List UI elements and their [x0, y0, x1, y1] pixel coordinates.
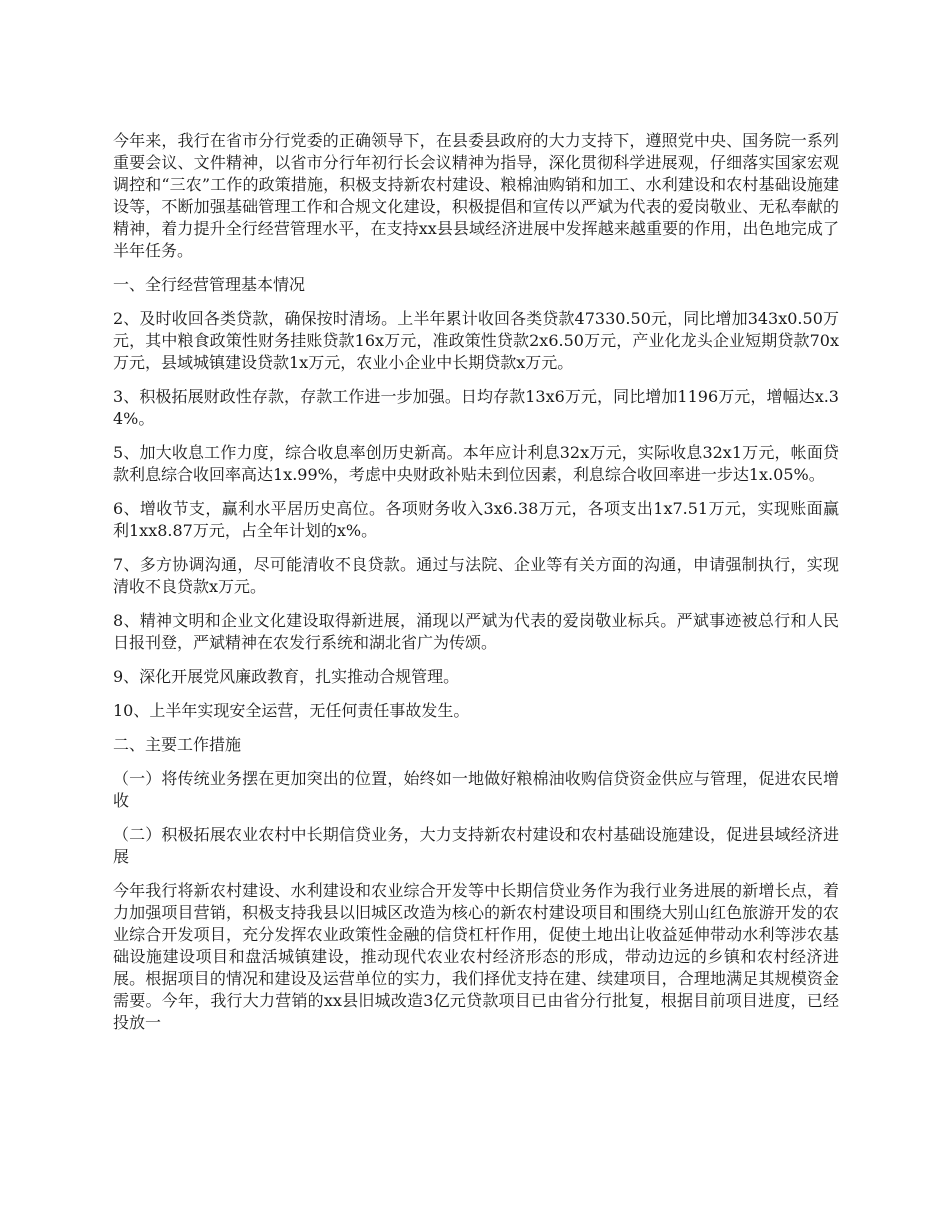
document-body [113, 130, 839, 1046]
item-paragraph-9: 9、深化开展党风廉政教育，扎实推动合规管理。 [113, 667, 460, 686]
item-paragraph-10: 10、上半年实现安全运营，无任何责任事故发生。 [113, 701, 470, 720]
item-paragraph-5: 5、加大收息工作力度，综合收息率创历史新高。本年应计利息32x万元，实际收息32x1万元，帐面贷款利息综合收回率高达1x.99%，考虑中央财政补贴未到位因素，利息综合收回率进一步达1x.05%。 [113, 443, 839, 484]
item-paragraph-7: 7、多方协调沟通，尽可能清收不良贷款。通过与法院、企业等有关方面的沟通，申请强制执行，实现清收不良贷款x万元。 [113, 555, 839, 596]
section-heading-1: 一、全行经营管理基本情况 [113, 275, 306, 294]
item-paragraph-6: 6、增收节支，赢利水平居历史高位。各项财务收入3x6.38万元，各项支出1x7.51万元，实现账面赢利1xx8.87万元，占全年计划的x%。 [113, 499, 839, 540]
body-paragraph-long: 今年我行将新农村建设、水利建设和农业综合开发等中长期信贷业务作为我行业务进展的新增长点，着力加强项目营销，积极支持我县以旧城区改造为核心的新农村建设项目和围绕大别山红色旅游开发的农业综合开发项目，充分发挥农业政策性金融的信贷杠杆作用，促使土地出让收益延伸带动水利等涉农基础设施建设项目和盘活城镇建设，推动现代农业农村经济形态的形成，带动边远的乡镇和农村经济进展。根据项目的情况和建设及运营单位的实力，我们择优支持在建、续建项目，合理地满足其规模资金需要。今年，我行大力营销的xx县旧城改造3亿元贷款项目已由省分行批复，根据目前项目进度，已经投放一 [113, 881, 839, 1032]
item-paragraph-2: 2、及时收回各类贷款，确保按时清场。上半年累计收回各类贷款47330.50元，同比增加343x0.50万元，其中粮食政策性财务挂账贷款16x万元，准政策性贷款2x6.50万元，产业化龙头企业短期贷款70x万元，县域城镇建设贷款1x万元，农业小企业中长期贷款x万元。 [113, 309, 839, 372]
section-heading-2: 二、主要工作措施 [113, 735, 242, 754]
item-paragraph-8: 8、精神文明和企业文化建设取得新进展，涌现以严斌为代表的爱岗敬业标兵。严斌事迹被总行和人民日报刊登，严斌精神在农发行系统和湖北省广为传颂。 [113, 611, 839, 652]
subsection-heading-1: （一）将传统业务摆在更加突出的位置，始终如一地做好粮棉油收购信贷资金供应与管理，促进农民增收 [113, 769, 839, 810]
intro-paragraph: 今年来，我行在省市分行党委的正确领导下，在县委县政府的大力支持下，遵照党中央、国务院一系列重要会议、文件精神，以省市分行年初行长会议精神为指导，深化贯彻科学进展观，仔细落实国家宏观调控和“三农”工作的政策措施，积极支持新农村建设、粮棉油购销和加工、水利建设和农村基础设施建设等，不断加强基础管理工作和合规文化建设，积极提倡和宣传以严斌为代表的爱岗敬业、无私奉献的精神，着力提升全行经营管理水平，在支持xx县县域经济进展中发挥越来越重要的作用，出色地完成了半年任务。 [113, 131, 839, 260]
item-paragraph-3: 3、积极拓展财政性存款，存款工作进一步加强。日均存款13x6万元，同比增加1196万元，增幅达x.34%。 [113, 387, 839, 428]
subsection-heading-2: （二）积极拓展农业农村中长期信贷业务，大力支持新农村建设和农村基础设施建设，促进县域经济进展 [113, 825, 839, 866]
